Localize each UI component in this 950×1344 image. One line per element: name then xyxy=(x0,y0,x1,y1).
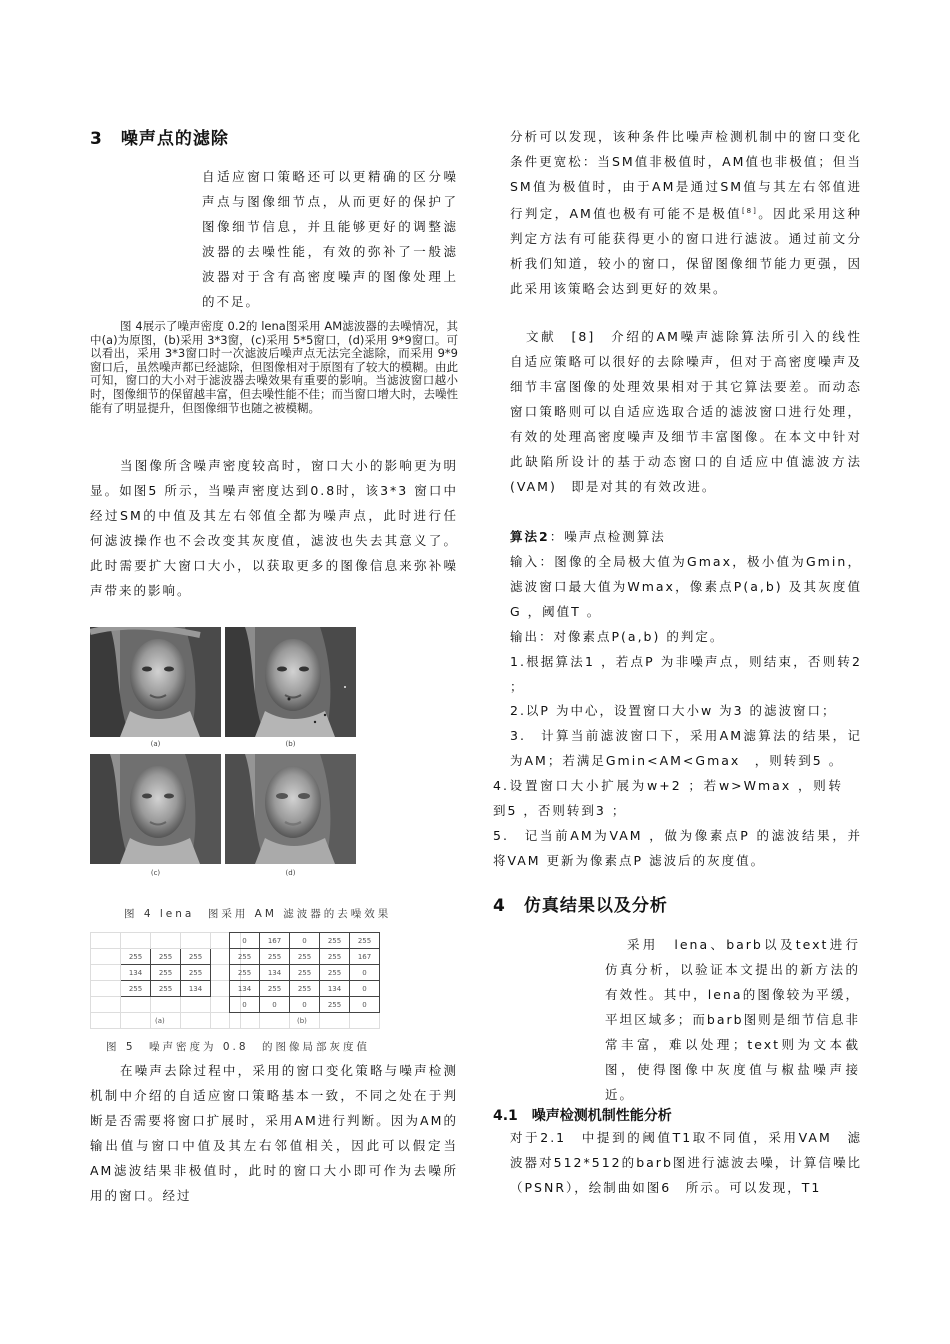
fig4-caption: 图 4 lena 图采用 AM 滤波器的去噪效果 xyxy=(124,908,392,920)
lena-image-d xyxy=(225,754,356,864)
fig4-label-b: (b) xyxy=(285,740,296,748)
fig5-grid-a: 255 255 255 134 255 255 255 255 134 xyxy=(90,932,241,1029)
high-density-paragraph: 当图像所含噪声密度较高时，窗口大小的影响更为明显。如图5 所示，当噪声密度达到0.8时，该3*3 窗口中经过SM的中值及其左右邻值全都为噪声点，此时进行任何滤波操作也不会改变其灰度值，滤波也失去其意义了。此时需要扩大窗口大小，以获取更多的图像信息来弥补噪声带来的影响。 xyxy=(90,458,458,598)
algorithm-input: 输入：图像的全局极大值为Gmax，极小值为Gmin，滤波窗口最大值为Wmax，像素点P(a,b) 及其灰度值G ，阈值T 。 xyxy=(510,554,862,619)
lena-image-a xyxy=(90,627,221,737)
fig5-caption: 图 5 噪声密度为 0.8 的图像局部灰度值 xyxy=(106,1041,371,1053)
section-3-intro: 自适应窗口策略还可以更精确的区分噪声点与图像细节点，从而更好的保护了图像细节信息，并且能够更好的调整滤波器的去噪性能，有效的弥补了一般滤波器对于含有高密度噪声的图像处理上的不足。 xyxy=(202,169,458,309)
fig4-label-a: (a) xyxy=(150,740,161,748)
section-4-intro: 采用 lena、barb以及text进行仿真分析，以验证本文提出的新方法的有效性。其中，lena的图像较为平缓，平坦区域多；而barb图则是细节信息非常丰富，难以处理；text则为文本截图，使得图像中灰度值与椒盐噪声接近。 xyxy=(605,937,860,1102)
algorithm-step-4: 4.设置窗口大小扩展为w+2 ；若w>Wmax ，则转到5 ，否则转到3 ； xyxy=(493,778,843,818)
fig4-description: 图 4展示了噪声密度 0.2的 lena图采用 AM滤波器的去噪情况，其中(a)为原图，(b)采用 3*3窗，(c)采用 5*5窗口，(d)采用 9*9窗口。可以看出，采用 3*3窗口时一次滤波后噪声点无法完全滤除，而采用 9*9窗口后，虽然噪声都已经滤除，但图像相对于原图有了较大的模糊。由此可知，窗口的大小对于滤波器去噪效果有重要的影响。当滤波窗口越小时，图像细节的保留越丰富，但去噪性能不佳；而当窗口增大时，去噪性能有了明显提升，但图像细节也随之被模糊。 xyxy=(90,319,458,415)
section-3-heading: 3 噪声点的滤除 xyxy=(90,129,229,149)
ref8-paragraph: 文献 [8] 介绍的AM噪声滤除算法所引入的线性自适应策略可以很好的去除噪声，但对于高密度噪声及细节丰富图像的处理效果相对于其它算法要差。而动态窗口策略则可以自适应选取合适的滤波窗口进行处理，有效的处理高密度噪声及细节丰富图像。在本文中针对此缺陷所设计的基于动态窗口的自适应中值滤波方法(VAM) 即是对其的有效改进。 xyxy=(510,329,862,494)
fig5-grid-b: 0 167 0 255 255 255 255 255 255 167 255 134 255 255 0 134 255 255 134 0 0 0 0 255 0 xyxy=(229,932,380,1029)
lena-image-b xyxy=(225,627,356,737)
citation-ref-8: [8] xyxy=(741,207,758,215)
algorithm-2-title: 算法2：噪声点检测算法 xyxy=(510,529,666,544)
algorithm-step-2: 2.以P 为中心，设置窗口大小w 为3 的滤波窗口； xyxy=(510,703,837,718)
right-continuation-paragraph: 分析可以发现，该种条件比噪声检测机制中的窗口变化条件更宽松：当SM值非极值时，AM值也非极值；但当SM值为极值时，由于AM是通过SM值与其左右邻值进行判定，AM值也极有可能不是极值[8]。因此采用这种判定方法有可能获得更小的窗口进行滤波。通过前文分析我们知道，较小的窗口，保留图像细节能力更强，因此采用该策略会达到更好的效果。 xyxy=(510,129,862,297)
strategy-paragraph: 在噪声去除过程中，采用的窗口变化策略与噪声检测机制中介绍的自适应窗口策略基本一致，不同之处在于判断是否需要将窗口扩展时，采用AM进行判断。因为AM的输出值与窗口中值及其左右邻值相关，因此可以假定当AM滤波结果非极值时，此时的窗口大小即可作为去噪所用的窗口。经过 xyxy=(90,1063,458,1203)
fig4-label-c: (c) xyxy=(150,869,161,877)
fig5-label-a: (a) xyxy=(155,1017,165,1025)
fig5-label-b: (b) xyxy=(297,1017,307,1025)
section-4-1-paragraph: 对于2.1 中提到的阈值T1取不同值，采用VAM 滤波器对512*512的barb图进行滤波去噪，计算信噪比（PSNR），绘制曲如图6 所示。可以发现，T1 xyxy=(510,1130,862,1195)
lena-image-c xyxy=(90,754,221,864)
section-4-1-heading: 4.1 噪声检测机制性能分析 xyxy=(493,1108,672,1124)
fig4-label-d: (d) xyxy=(285,869,296,877)
algorithm-step-5: 5. 记当前AM为VAM ，做为像素点P 的滤波结果，并将VAM 更新为像素点P 滤波后的灰度值。 xyxy=(493,828,862,868)
algorithm-step-3: 3. 计算当前滤波窗口下，采用AM滤算法的结果，记为AM；若满足Gmin<AM<Gmax ，则转到5 。 xyxy=(510,728,862,768)
algorithm-output: 输出：对像素点P(a,b) 的判定。 xyxy=(510,629,725,644)
algorithm-step-1: 1.根据算法1 ，若点P 为非噪声点，则结束，否则转2 ； xyxy=(510,654,862,694)
section-4-heading: 4 仿真结果以及分析 xyxy=(493,896,668,916)
